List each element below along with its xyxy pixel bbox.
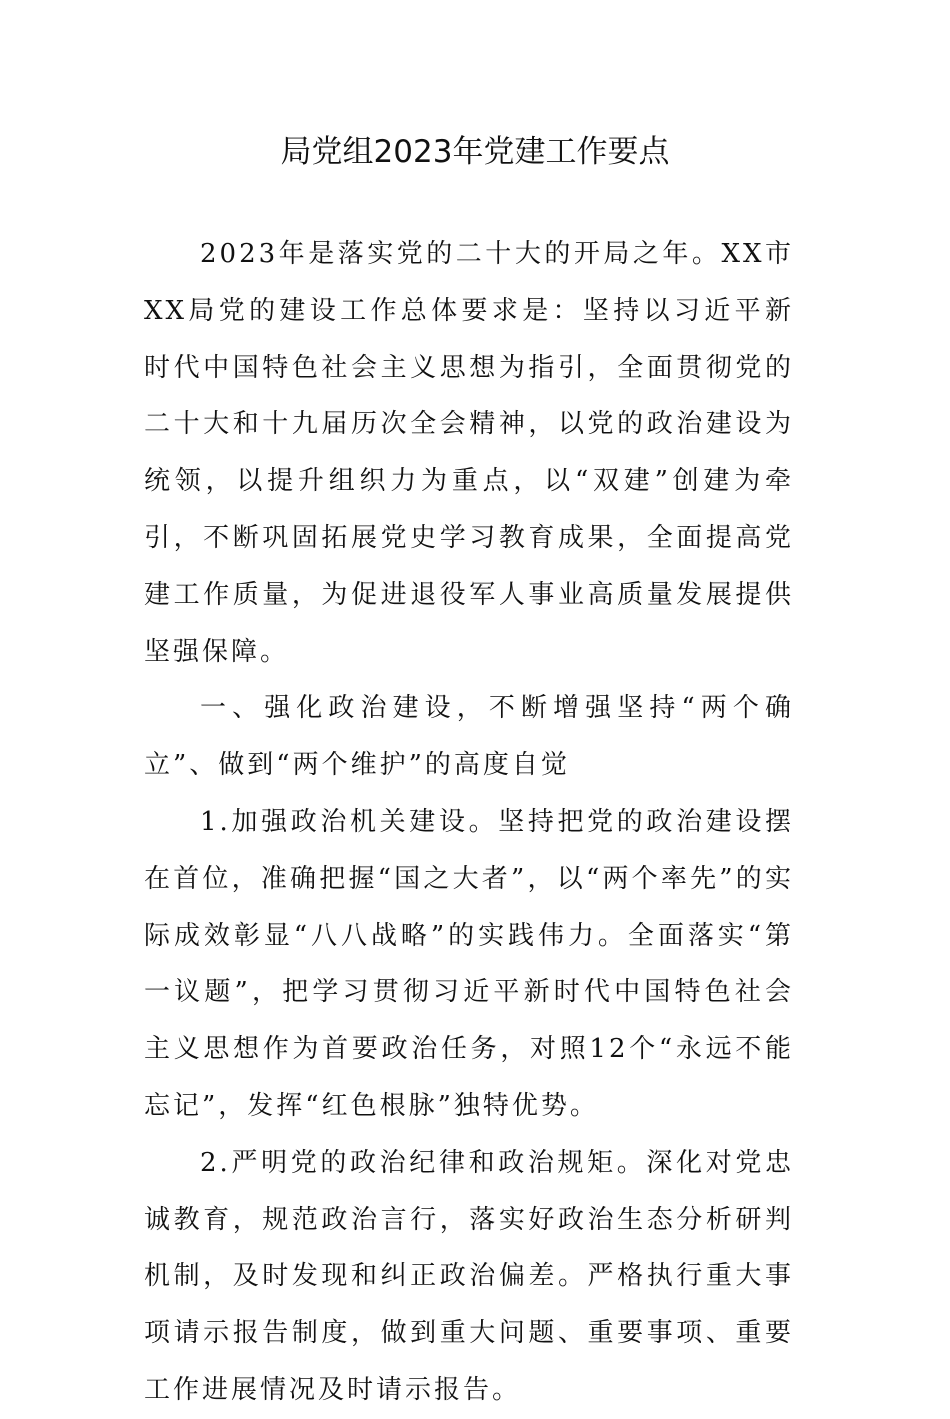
paragraph-intro: 2023年是落实党的二十大的开局之年。XX市XX局党的建设工作总体要求是：坚持以习近平新时代中国特色社会主义思想为指引，全面贯彻党的二十大和十九届历次全会精神，以党的政治建设为统领，以提升组织力为重点，以“双建”创建为牵引，不断巩固拓展党史学习教育成果，全面提高党建工作质量，为促进退役军人事业高质量发展提供坚强保障。 — [144, 239, 794, 667]
paragraph-item-2: 2.严明党的政治纪律和政治规矩。深化对党忠诚教育，规范政治言行，落实好政治生态分析研判机制，及时发现和纠正政治偏差。严格执行重大事项请示报告制度，做到重大问题、重要事项、重要工作进展情况及时请示报告。 — [144, 1147, 794, 1405]
document-body — [144, 226, 794, 1419]
document-title: 局党组2023年党建工作要点 — [280, 134, 670, 170]
paragraph-item-1: 1.加强政治机关建设。坚持把党的政治建设摆在首位，准确把握“国之大者”，以“两个率先”的实际成效彰显“八八战略”的实践伟力。全面落实“第一议题”，把学习贯彻习近平新时代中国特色社会主义思想作为首要政治任务，对照12个“永远不能忘记”，发挥“红色根脉”独特优势。 — [144, 806, 794, 1121]
section-heading-1: 一、强化政治建设，不断增强坚持“两个确立”、做到“两个维护”的高度自觉 — [144, 693, 794, 781]
